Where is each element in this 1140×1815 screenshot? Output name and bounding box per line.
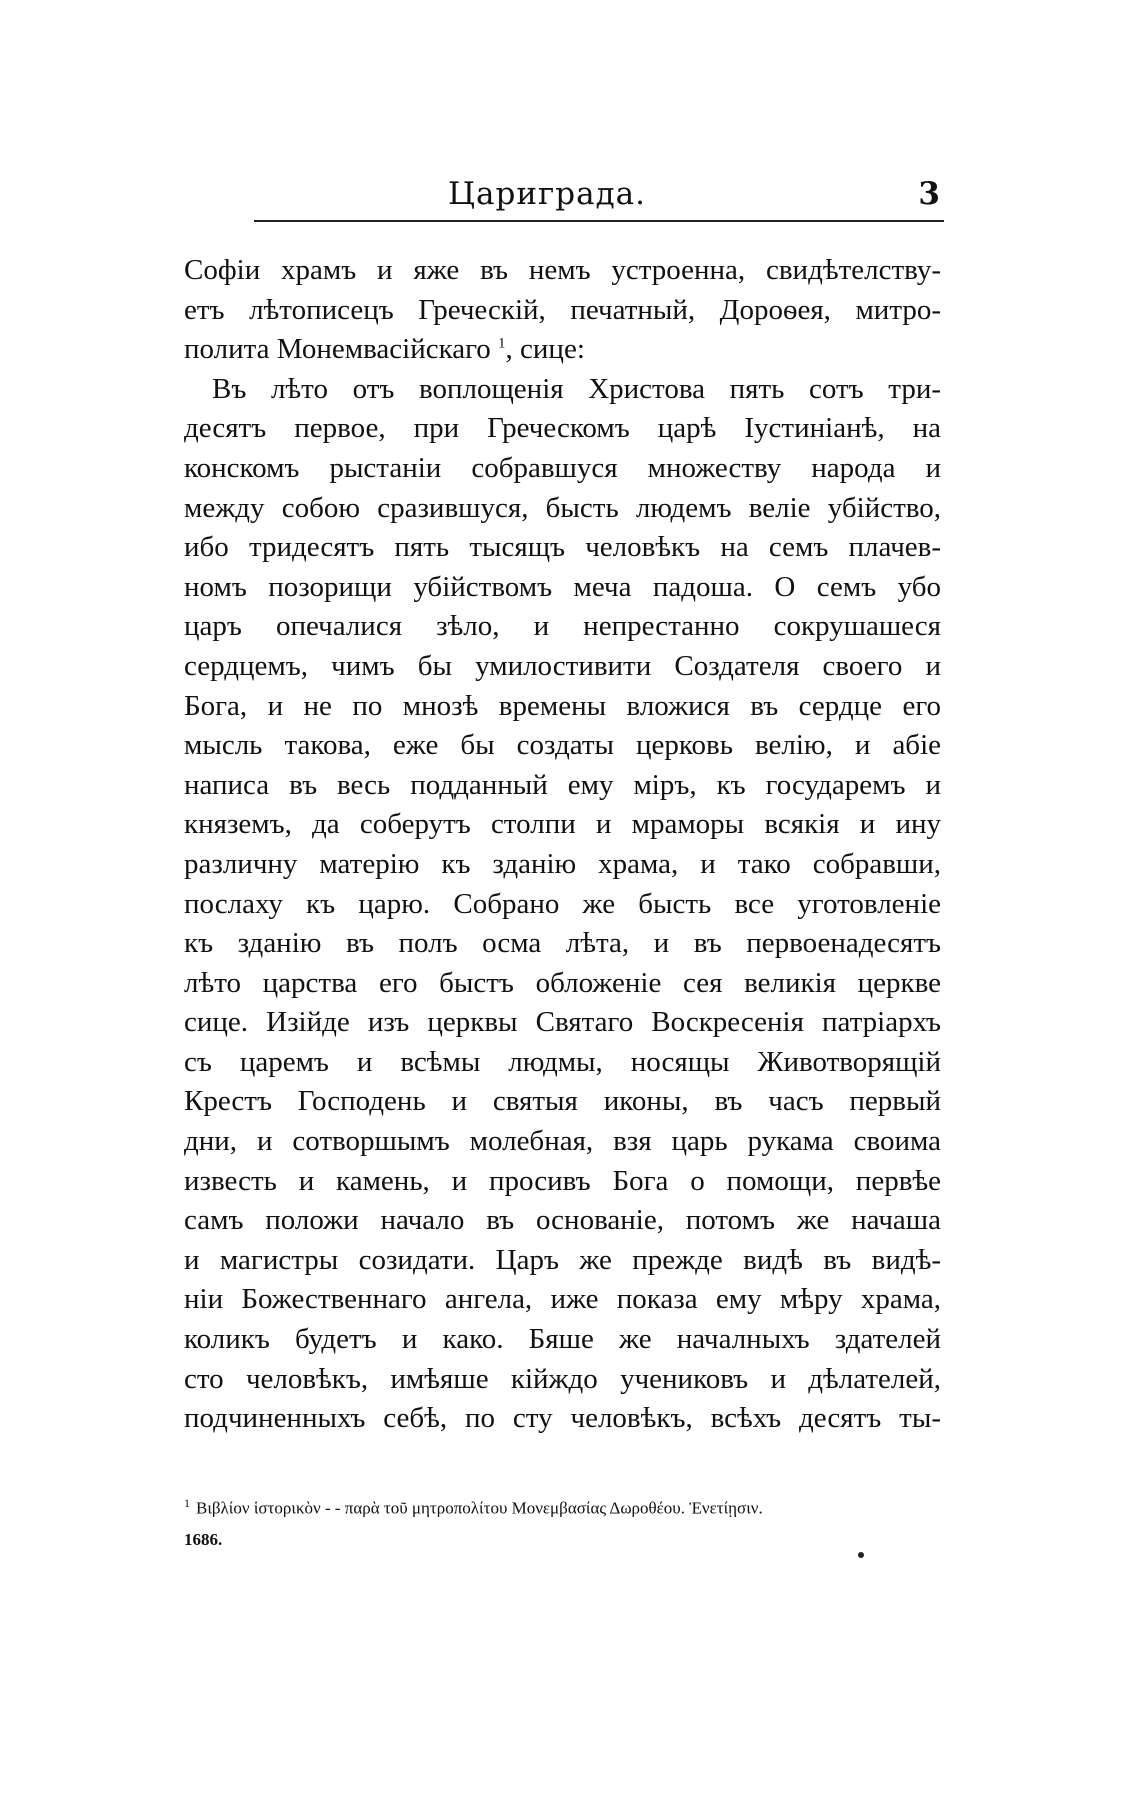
text-line: самъ положи начало въ основаніе, потомъ же начаша — [184, 1204, 941, 1237]
text-line: сердцемъ, чимъ бы умилостивити Создателя своего и — [184, 649, 941, 682]
text-line — [184, 330, 941, 370]
text-line: Бога, и не по мнозѣ времены вложися въ сердце его — [184, 689, 941, 722]
text-line: различну матерію къ зданію храма, и тако собравши, — [184, 847, 941, 880]
body-text — [184, 251, 941, 1439]
text-line: конскомъ рыстаніи собравшуся множеству народа и — [184, 451, 941, 484]
page-number: 3 — [918, 176, 940, 212]
text-line: известь и камень, и просивъ Бога о помощи, первѣе — [184, 1164, 941, 1197]
text-line: етъ лѣтописецъ Греческій, печатный, Дороѳея, митро- — [184, 293, 941, 326]
text-line: Софіи храмъ и яже въ немъ устроенна, свидѣтелству- — [184, 254, 941, 286]
footnote-marker: 1 — [184, 1496, 190, 1510]
text-line: сто человѣкъ, имѣяше кійждо учениковъ и дѣлателей, — [184, 1362, 941, 1395]
footnote-reference: 1 — [498, 335, 506, 352]
text-line: написа въ весь подданный ему міръ, къ государемъ и — [184, 768, 941, 801]
text-line: послаху къ царю. Собрано же бысть все уготовленіе — [184, 887, 941, 920]
text-line: княземъ, да соберутъ столпи и мраморы всякія и ину — [184, 808, 941, 841]
text-line: лѣто царства его быстъ обложеніе сея великія церкве — [184, 966, 941, 999]
text-line: дни, и сотворшымъ молебная, взя царь рукама своима — [184, 1125, 941, 1158]
text-line: Крестъ Господень и святыя иконы, въ часъ первый — [184, 1085, 941, 1118]
text-line: коликъ будетъ и како. Бяше же началныхъ здателей — [184, 1323, 941, 1356]
text-line: мысль такова, еже бы создаты церковь велію, и абіе — [184, 729, 941, 762]
text-line: номъ позорищи убійствомъ меча падоша. О семъ убо — [184, 570, 941, 603]
text-line: подчиненныхъ себѣ, по сту человѣкъ, всѣхъ десятъ ты- — [184, 1402, 941, 1435]
text-line: къ зданію въ полъ осма лѣта, и въ первоенадесятъ — [184, 927, 941, 960]
text-line: десятъ первое, при Греческомъ царѣ Іустиніанѣ, на — [184, 412, 941, 445]
text-line: царъ опечалися зѣло, и непрестанно сокрушашеся — [184, 610, 941, 643]
footnote-year: 1686. — [184, 1529, 223, 1549]
footnote — [184, 1488, 941, 1555]
text-line: Въ лѣто отъ воплощенія Христова пять сотъ три- — [212, 372, 941, 405]
text-line: ніи Божественнаго ангела, иже показа ему мѣру храма, — [184, 1283, 941, 1316]
text-line: ибо тридесятъ пять тысящъ человѣкъ на семъ плачев- — [184, 531, 941, 564]
text-line-part: , сице: — [505, 333, 585, 366]
text-line: и магистры созидати. Царъ же прежде видѣ въ видѣ- — [184, 1243, 941, 1276]
running-title: Цариграда. — [447, 176, 646, 212]
footnote-line — [184, 1488, 941, 1524]
header-rule — [254, 220, 944, 222]
footnote-text: Βιβλίον ἱστορικὸν - - παρὰ τοῦ μητροπολίτου Μονεμβασίας Δωροθέου. Ἐνετίῃσιν. — [196, 1498, 763, 1518]
text-line: сице. Изійде изъ церквы Святаго Воскресенія патріархъ — [184, 1006, 941, 1039]
text-line-part: полита Монемвасійскаго — [184, 333, 491, 366]
ink-dot — [858, 1552, 864, 1558]
text-line: между собою сразившуся, бысть людемъ веліе убійство, — [184, 491, 941, 524]
running-head — [184, 176, 940, 220]
text-line: съ царемъ и всѣмы людмы, носящы Животворящій — [184, 1045, 941, 1078]
